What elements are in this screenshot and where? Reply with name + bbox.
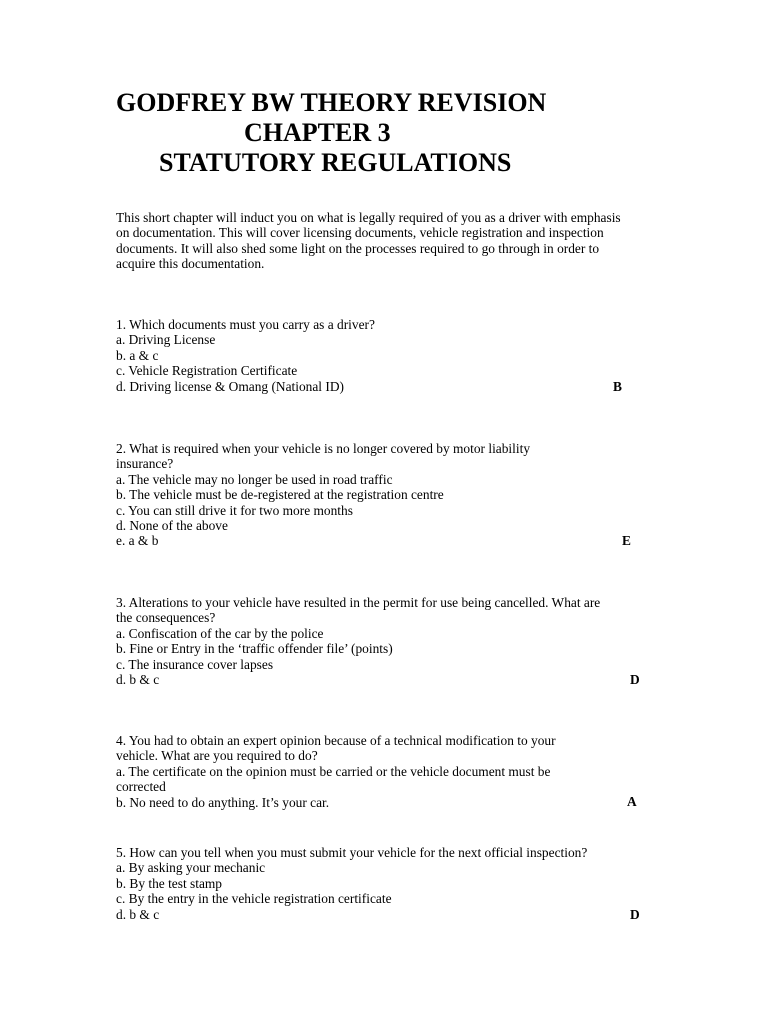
option: a. Driving License bbox=[116, 332, 216, 348]
question-text: 3. Alterations to your vehicle have resulted in the permit for use being cancelled. What are the consequences? bbox=[116, 595, 601, 626]
option: a. The certificate on the opinion must be carried or the vehicle document must be corrected bbox=[116, 763, 551, 795]
question-2 bbox=[116, 441, 566, 549]
chapter-heading: CHAPTER 3 bbox=[244, 118, 391, 147]
option: b. No need to do anything. It’s your car. bbox=[116, 794, 330, 810]
answer-key-3: D bbox=[630, 672, 640, 687]
option: a. By asking your mechanic bbox=[116, 860, 266, 876]
option: b. By the test stamp bbox=[116, 875, 223, 891]
question-text: 4. You had to obtain an expert opinion because of a technical modification to your vehicle. What are you required to do? bbox=[116, 733, 556, 764]
question-text: 5. How can you tell when you must submit your vehicle for the next official inspection? bbox=[116, 845, 588, 860]
option: b. a & c bbox=[116, 347, 159, 363]
option: c. You can still drive it for two more months bbox=[116, 502, 353, 518]
option: b. The vehicle must be de-registered at the registration centre bbox=[116, 487, 444, 503]
document-title: GODFREY BW THEORY REVISION bbox=[116, 88, 547, 117]
option: d. Driving license & Omang (National ID) bbox=[116, 378, 344, 394]
answer-key-4: A bbox=[627, 794, 637, 809]
question-4 bbox=[116, 733, 591, 810]
question-1 bbox=[116, 317, 626, 394]
question-text: 1. Which documents must you carry as a driver? bbox=[116, 317, 375, 332]
option: d. b & c bbox=[116, 672, 160, 688]
option: b. Fine or Entry in the ‘traffic offender file’ (points) bbox=[116, 641, 393, 657]
chapter-subtitle: STATUTORY REGULATIONS bbox=[159, 148, 512, 177]
intro-paragraph: This short chapter will induct you on what is legally required of you as a driver with emphasis on documentation. This will cover licensing documents, vehicle registration and inspection documents. It will also shed some light on the processes required to go through in order to acquire this documentation. bbox=[116, 210, 621, 272]
option: e. a & b bbox=[116, 533, 159, 549]
question-3 bbox=[116, 595, 616, 687]
answer-key-5: D bbox=[630, 907, 640, 922]
answer-key-2: E bbox=[622, 533, 631, 548]
option: d. None of the above bbox=[116, 518, 228, 534]
option: c. Vehicle Registration Certificate bbox=[116, 363, 298, 379]
question-text: 2. What is required when your vehicle is no longer covered by motor liability insurance? bbox=[116, 441, 531, 472]
option: d. b & c bbox=[116, 906, 160, 922]
question-5 bbox=[116, 845, 626, 922]
option: a. Confiscation of the car by the police bbox=[116, 625, 324, 641]
answer-key-1: B bbox=[613, 379, 622, 394]
option: a. The vehicle may no longer be used in road traffic bbox=[116, 471, 393, 487]
option: c. The insurance cover lapses bbox=[116, 656, 274, 672]
option: c. By the entry in the vehicle registration certificate bbox=[116, 891, 392, 907]
